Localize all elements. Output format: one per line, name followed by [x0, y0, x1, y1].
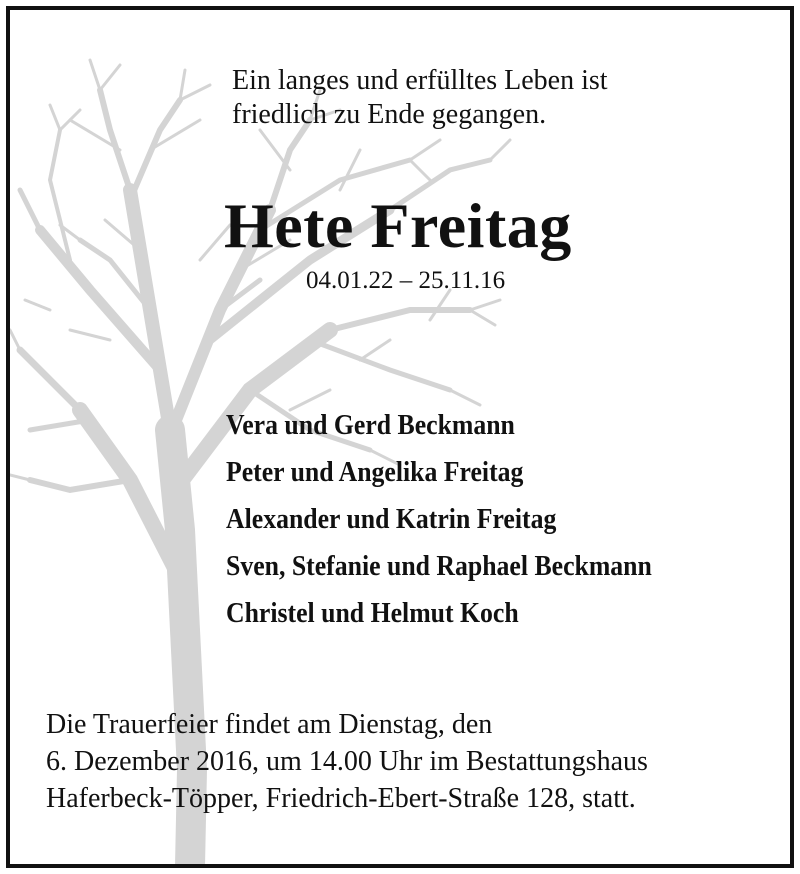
mourner-entry: Alexander und Katrin Freitag: [226, 504, 557, 535]
intro-line: Ein langes und erfülltes Leben ist: [232, 65, 608, 96]
funeral-line: 6. Dezember 2016, um 14.00 Uhr im Bestattungshaus: [46, 746, 648, 777]
deceased-name: Hete Freitag: [224, 190, 572, 261]
mourners-list: [226, 402, 652, 637]
mourner-entry: Peter und Angelika Freitag: [226, 457, 524, 488]
mourner-entry: Vera und Gerd Beckmann: [226, 410, 515, 441]
funeral-details: [46, 706, 648, 817]
mourner-entry: Sven, Stefanie und Raphael Beckmann: [226, 551, 652, 582]
obituary-frame: [6, 6, 794, 868]
funeral-line: Die Trauerfeier findet am Dienstag, den: [46, 709, 493, 740]
funeral-line: Haferbeck-Töpper, Friedrich-Ebert-Straße 128, statt.: [46, 783, 636, 814]
mourner-entry: Christel und Helmut Koch: [226, 598, 519, 629]
intro-text: [232, 64, 608, 132]
life-dates: 04.01.22 – 25.11.16: [306, 267, 506, 294]
intro-line: friedlich zu Ende gegangen.: [232, 99, 547, 130]
